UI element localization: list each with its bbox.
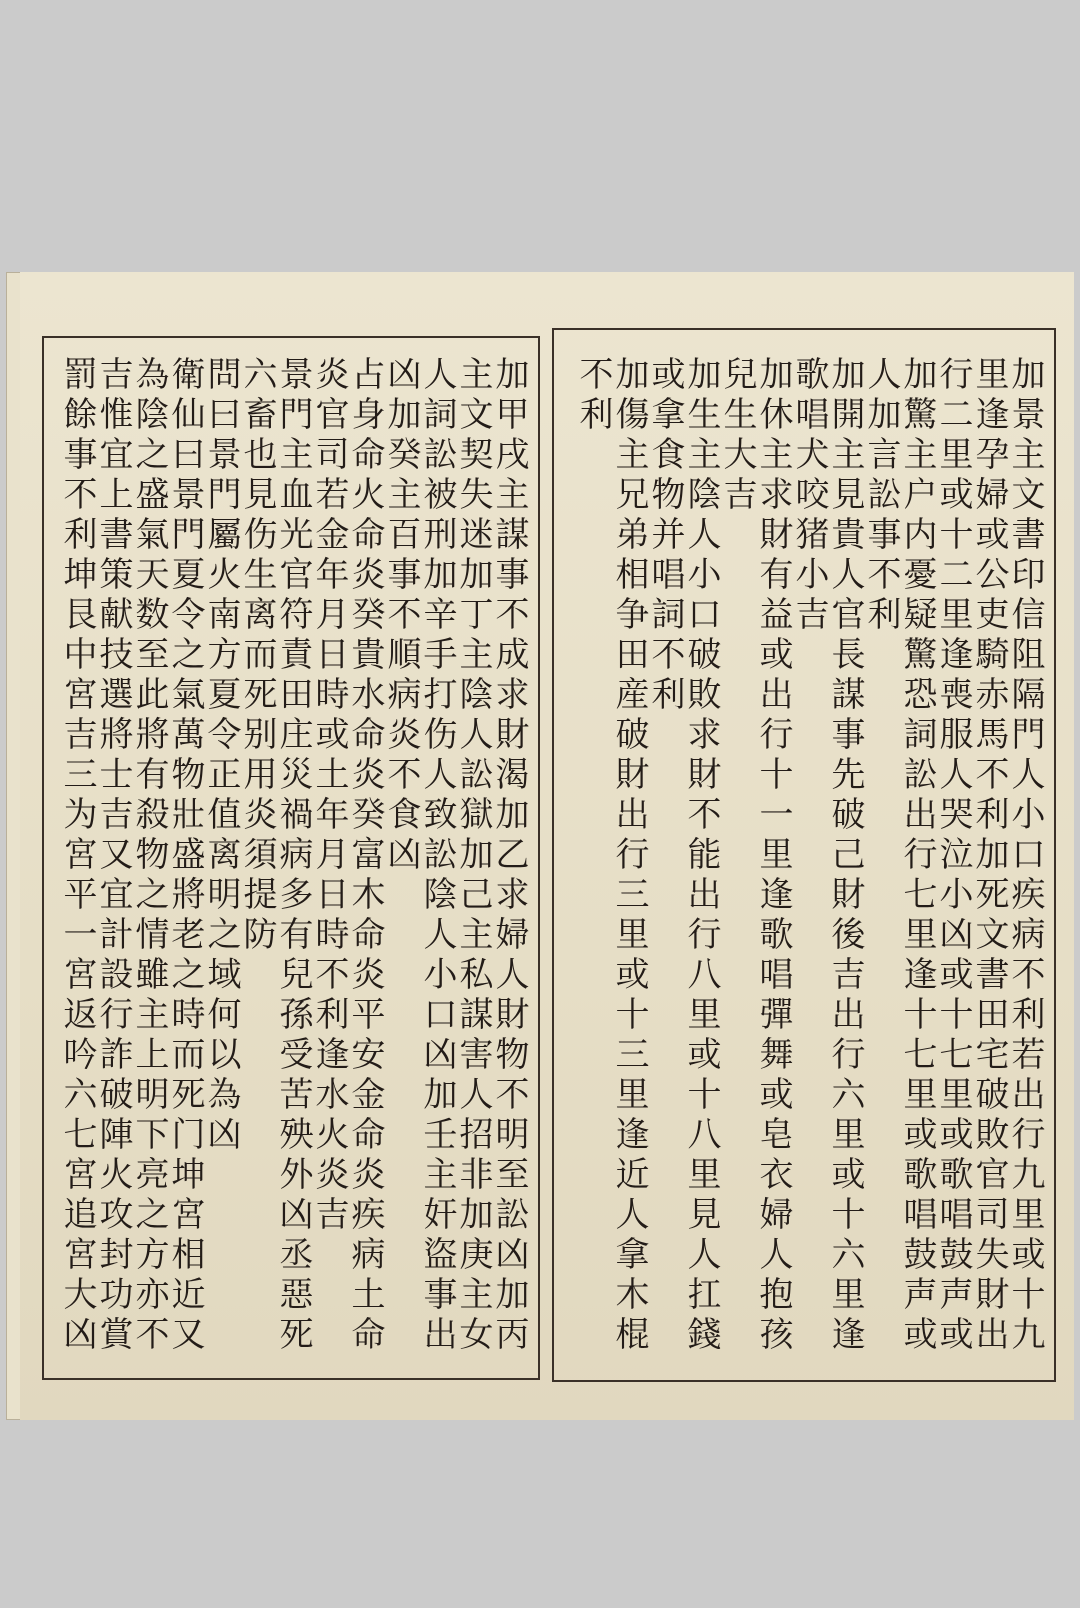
right-column-10: 加生主陰人小口破敗求財不能出行八里或十八里見人扛錢 — [681, 356, 721, 1356]
left-page — [20, 272, 543, 1420]
right-column-9: 兒生大吉 — [717, 356, 757, 516]
right-text-block — [564, 356, 1045, 1366]
left-column-9: 問曰景門屬火南方夏令正值离明之域何以為凶 — [201, 356, 241, 1156]
right-column-12: 加傷主兄弟相争田産破財出行三里或十三里逢近人拿木棍 — [609, 356, 649, 1356]
right-column-8: 加休主求財有益或出行十一里逢歌唱彈舞或皂衣婦人抱孩 — [753, 356, 793, 1356]
right-column-2: 里逢孕婦或公吏騎赤馬不利加死文書田宅破敗官司失財出 — [969, 356, 1009, 1356]
left-column-3: 人詞訟被刑加辛手打伤人致訟陰人小口凶加壬主奸盜事出 — [417, 356, 457, 1356]
left-column-4: 凶加癸主百事不順病炎不食凶 — [381, 356, 421, 876]
left-column-7: 景門主血光官符責田庄災禍病多有兒孫受苦殃外凶丞惡死 — [273, 356, 313, 1356]
right-column-1: 加景主文書印信阻隔門人小口疾病不利若出行九里或十九 — [1005, 356, 1045, 1356]
left-column-12: 吉惟宜上書策献技選將士吉又宜計設行詐破陣火攻封功賞 — [93, 356, 133, 1356]
left-column-10: 衛仙曰景門夏令之氣萬物壯盛將老之時而死门坤宮相近又 — [165, 356, 205, 1356]
left-column-1: 加甲戌主謀事不成求財渴加乙求婦人財物不明至訟凶加丙 — [489, 356, 529, 1356]
right-page — [542, 272, 1074, 1420]
left-column-5: 占身命火命炎癸貴水命炎癸富木命炎平安金命炎疾病土命 — [345, 356, 385, 1356]
left-column-2: 主文契失迷加丁主陰人訟獄加己主私謀害人招非加庚主女 — [453, 356, 493, 1356]
right-column-3: 行二里或十二里逢喪服人哭泣小凶或十七里或歌唱鼓声或 — [933, 356, 973, 1356]
left-column-6: 炎官司若金年月日時或土年月日時不利逢水火炎吉 — [309, 356, 349, 1236]
right-column-4: 加驚主户内憂疑驚恐詞訟出行七里逢十七里或歌唱鼓声或 — [897, 356, 937, 1356]
left-column-13: 罰餘事不利坤艮中宮吉三为宮平一宮返吟六七宮追宮大凶 — [57, 356, 97, 1356]
open-book — [6, 272, 1074, 1420]
left-column-8: 六畜也見伤生离而死别用炎須提防 — [237, 356, 277, 956]
right-column-13: 不利 — [573, 356, 613, 436]
right-column-6: 加開主見貴人官長謀事先破己財後吉出行六里或十六里逢 — [825, 356, 865, 1356]
right-column-7: 歌唱犬咬猪小吉 — [789, 356, 829, 636]
right-column-11: 或拿食物并唱詞不利 — [645, 356, 685, 716]
right-column-5: 人加言訟事不利 — [861, 356, 901, 636]
left-column-11: 為陰之盛氣天数至此將有殺物之情雖主上明下亮之方亦不 — [129, 356, 169, 1356]
left-text-block — [56, 356, 529, 1366]
